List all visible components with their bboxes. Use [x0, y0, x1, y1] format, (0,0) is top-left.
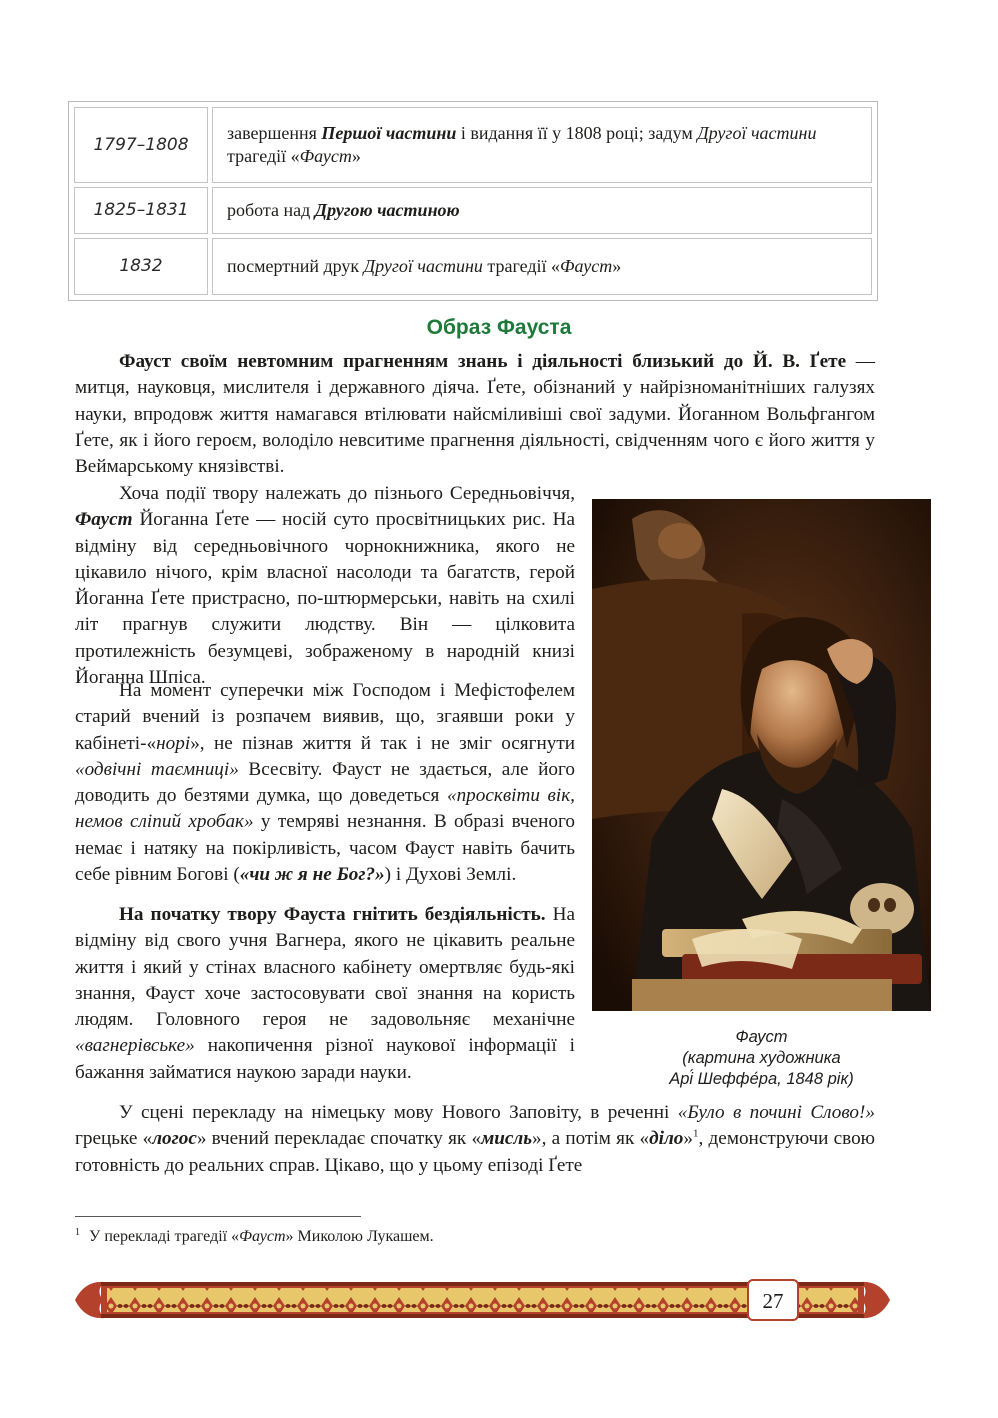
quote: «Було в почині Слово!»	[677, 1102, 875, 1123]
timeline-event-text: завершення Першої частини і видання її у 1808 році; задум Другої частини трагедії «Фауст»	[227, 123, 817, 166]
timeline-event	[212, 107, 872, 183]
footnote-divider	[75, 1216, 361, 1217]
paragraph-4: На початку твору Фауста гнітить бездіяльність. На відміну від свого учня Вагнера, якого не цікавить реальне життя і який у стінах власного кабінету омертвляє будь-які знання, Фауст хоче застосовувати свої знання на користь людям. Головного героя не задовольняє механічне «вагнерівське» накопичення різної наукової інформації і бажання займатися наукою заради науки.	[75, 904, 576, 1083]
timeline-date: 1797–1808	[74, 107, 208, 183]
footnote: $^1$ У перекладі трагедії «Фауст» Миколою Лукашем.	[75, 1226, 434, 1245]
quote: «чи ж я не Бог?»	[239, 864, 385, 886]
lead-text: — митця, науковця, мислителя і державного діяча. Ґете, обізнаний у найрізноманітніших галузях науки, впродовж життя намагався втілювати найсміливіші свої задуми. Йоганном Вольфгангом Ґете, як і його героєм, володіло невситиме прагнення діяльності, свідченням чого є його життя у Веймарському князівстві.	[75, 351, 875, 478]
section-heading: Образ Фауста	[426, 316, 572, 339]
quote: «одвічні таємниці»	[75, 758, 239, 780]
faust-painting	[592, 499, 931, 1011]
timeline-date: 1832	[74, 238, 208, 295]
quote: «вагнерівське»	[75, 1035, 195, 1057]
timeline-event	[212, 238, 872, 295]
caption-line: (картина художника	[682, 1049, 841, 1067]
paragraph-5: У сцені перекладу на німецьку мову Нового Заповіту, в реченні «Було в почині Слово!» грецьке «логос» вчений перекладає спочатку як «мисль», а потім як «діло»$^1$, демонструючи свою готовність до реальних справ. Цікаво, що у цьому епізоді Ґете	[75, 1102, 876, 1176]
lead-bold-text: Фауст своїм невтомним прагненням знань і діяльності близький до Й. В. Ґете	[119, 351, 847, 372]
paragraph-3: На момент суперечки між Господом і Мефістофелем старий вчений із розпачем виявив, що, згаявши роки у кабінеті-«норі», не пізнав життя й так і не зміг осягнути «одвічні таємниці» Всесвіту. Фауст не здається, але його доводить до безтями думка, що доведеться «просквіти вік, немов сліпий хробак» у темряві незнання. В образі вченого немає і натяку на покірливість, часом Фауст навіть бачить себе рівним Богові («чи ж я не Бог?») і Духові Землі.	[75, 680, 575, 886]
page-number: 27	[762, 1288, 784, 1313]
quote: «просквіти вік, немов сліпий хробак»	[75, 785, 575, 833]
timeline-row	[72, 236, 874, 297]
painting-caption	[592, 1027, 931, 1090]
timeline-table	[68, 101, 878, 301]
faust-term: Фауст	[75, 509, 133, 531]
timeline-event-text: робота над Другою частиною	[227, 200, 460, 220]
caption-title: Фауст	[735, 1028, 788, 1046]
key-statement: На початку твору Фауста гнітить бездіяльність.	[119, 904, 546, 925]
timeline-date: 1825–1831	[74, 187, 208, 234]
caption-line: Арі́ Шеффе́ра, 1848 рік)	[669, 1070, 854, 1088]
timeline-row	[72, 185, 874, 236]
timeline-row	[72, 105, 874, 185]
footnote-mark: 1	[75, 1226, 80, 1238]
footnote-marker: 1	[693, 1127, 699, 1140]
lead-paragraph	[75, 349, 875, 480]
timeline-event-text: посмертний друк Другої частини трагедії «Фауст»	[227, 256, 622, 276]
paragraph-2: Хоча події твору належать до пізнього Середньовіччя, Фауст Йоганна Ґете — носій суто просвітницьких рис. На відміну від середньовічного чорнокнижника, якого не цікавило нічого, крім власної насолоди та багатств, герой Йоганна Ґете пристрасно, по-штюрмерськи, навіть на схилі літ прагнув служити людству. Він — цілковита протилежність безумцеві, зображеному в народній книзі Йоганна Шпіса.	[75, 483, 575, 689]
timeline-event	[212, 187, 872, 234]
painting-image	[592, 499, 931, 1011]
